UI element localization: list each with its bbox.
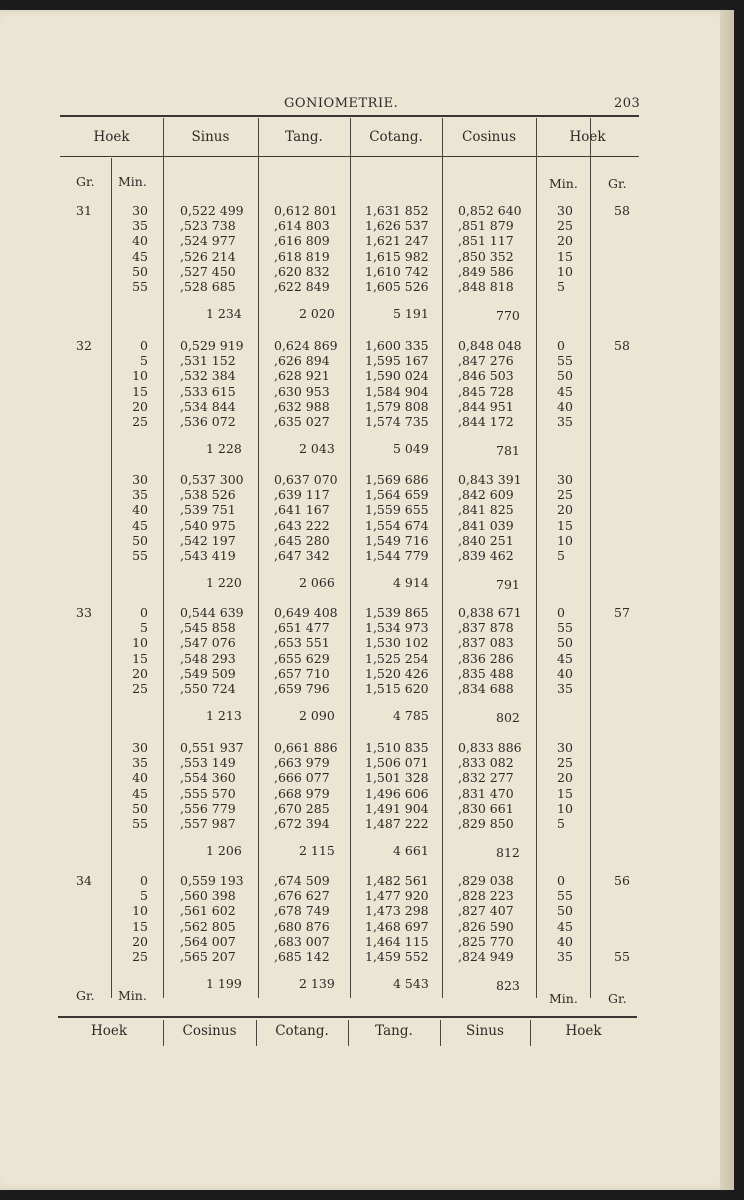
row-sinus: ,553 149 bbox=[180, 755, 236, 771]
column-divider bbox=[350, 118, 351, 998]
row-sinus: ,564 007 bbox=[180, 933, 236, 949]
difference-cotangens: 4 661 bbox=[393, 843, 429, 859]
row-cotangens: 1,464 115 bbox=[365, 933, 429, 949]
row-minute: 40 bbox=[132, 233, 148, 249]
row-cosinus: ,844 951 bbox=[458, 398, 514, 414]
row-minute: 45 bbox=[132, 248, 148, 264]
bottom-header-1: Cosinus bbox=[182, 1023, 237, 1039]
row-sinus: 0,529 919 bbox=[180, 338, 244, 353]
row-minute: 20 bbox=[132, 665, 148, 681]
row-tangens: ,647 342 bbox=[274, 548, 330, 563]
row-minute: 15 bbox=[132, 650, 148, 666]
row-tangens: ,674 509 bbox=[274, 873, 330, 888]
difference-tangens: 2 020 bbox=[299, 306, 335, 322]
row-cosinus: ,828 223 bbox=[458, 888, 514, 904]
row-cotangens: 1,549 716 bbox=[365, 532, 429, 548]
row-minute: 15 bbox=[132, 383, 148, 399]
row-cotangens: 1,574 735 bbox=[365, 414, 429, 429]
row-minute: 40 bbox=[132, 770, 148, 786]
top-header-1: Sinus bbox=[191, 129, 230, 145]
column-divider bbox=[590, 118, 591, 998]
row-minute-right: 50 bbox=[557, 368, 573, 384]
row-minute-right: 30 bbox=[557, 740, 573, 755]
row-minute-right: 30 bbox=[557, 472, 573, 487]
row-minute: 55 bbox=[132, 816, 148, 831]
min-footer-right: Min. bbox=[549, 991, 578, 1006]
row-sinus: ,562 805 bbox=[180, 918, 236, 934]
row-cotangens: 1,584 904 bbox=[365, 383, 429, 399]
row-cosinus: ,834 688 bbox=[458, 681, 514, 696]
row-tangens: ,655 629 bbox=[274, 650, 330, 666]
row-cotangens: 1,496 606 bbox=[365, 785, 429, 801]
row-cosinus: ,839 462 bbox=[458, 548, 514, 563]
row-minute-right: 55 bbox=[557, 888, 573, 904]
row-minute-right: 40 bbox=[557, 665, 573, 681]
bottom-header-5: Hoek bbox=[565, 1023, 602, 1039]
gr-header-left: Gr. bbox=[76, 174, 95, 189]
row-sinus: ,555 570 bbox=[180, 785, 236, 801]
row-cotangens: 1,564 659 bbox=[365, 487, 429, 503]
difference-cosinus: 812 bbox=[496, 845, 520, 861]
row-cotangens: 1,615 982 bbox=[365, 248, 429, 264]
row-tangens: ,666 077 bbox=[274, 770, 330, 786]
row-tangens: 0,624 869 bbox=[274, 338, 338, 353]
row-cotangens: 1,631 852 bbox=[365, 203, 429, 218]
row-minute-right: 20 bbox=[557, 770, 573, 786]
row-sinus: ,523 738 bbox=[180, 218, 236, 234]
row-cotangens: 1,544 779 bbox=[365, 548, 429, 563]
difference-cotangens: 4 543 bbox=[393, 976, 429, 992]
row-minute: 20 bbox=[132, 398, 148, 414]
gr-footer-left: Gr. bbox=[76, 988, 95, 1003]
row-tangens: ,672 394 bbox=[274, 816, 330, 831]
row-tangens: ,635 027 bbox=[274, 414, 330, 429]
row-tangens: ,670 285 bbox=[274, 800, 330, 816]
row-tangens: ,641 167 bbox=[274, 502, 330, 518]
row-cosinus: ,837 878 bbox=[458, 620, 514, 636]
row-minute: 35 bbox=[132, 487, 148, 503]
bottom-header-2: Cotang. bbox=[275, 1023, 329, 1039]
row-cotangens: 1,559 655 bbox=[365, 502, 429, 518]
row-sinus: ,539 751 bbox=[180, 502, 236, 518]
difference-cosinus: 781 bbox=[496, 443, 520, 459]
row-minute: 15 bbox=[132, 918, 148, 934]
row-minute-right: 10 bbox=[557, 800, 573, 816]
row-tangens: 0,661 886 bbox=[274, 740, 338, 755]
row-tangens: 0,637 070 bbox=[274, 472, 338, 487]
row-minute-right: 45 bbox=[557, 383, 573, 399]
difference-sinus: 1 228 bbox=[206, 441, 242, 457]
row-cotangens: 1,525 254 bbox=[365, 650, 429, 666]
row-cotangens: 1,520 426 bbox=[365, 665, 429, 681]
row-sinus: ,561 602 bbox=[180, 903, 236, 919]
row-minute-right: 5 bbox=[557, 816, 565, 831]
row-tangens: ,659 796 bbox=[274, 681, 330, 696]
row-minute: 45 bbox=[132, 785, 148, 801]
row-cotangens: 1,539 865 bbox=[365, 605, 429, 620]
row-sinus: 0,551 937 bbox=[180, 740, 244, 755]
row-cotangens: 1,530 102 bbox=[365, 635, 429, 651]
row-minute-right: 20 bbox=[557, 233, 573, 249]
book-page bbox=[0, 10, 734, 1190]
row-minute-right: 35 bbox=[557, 414, 573, 429]
row-tangens: ,639 117 bbox=[274, 487, 330, 503]
gr-footer-right: Gr. bbox=[608, 991, 627, 1006]
row-cosinus: ,832 277 bbox=[458, 770, 514, 786]
row-minute-right: 10 bbox=[557, 532, 573, 548]
row-tangens: ,685 142 bbox=[274, 949, 330, 964]
bottom-header-3: Tang. bbox=[375, 1023, 413, 1039]
top-header-4: Cosinus bbox=[461, 129, 517, 145]
row-sinus: ,545 858 bbox=[180, 620, 236, 636]
degree-left: 34 bbox=[76, 873, 92, 888]
row-tangens: ,628 921 bbox=[274, 368, 330, 384]
row-minute-right: 25 bbox=[557, 755, 573, 771]
row-cosinus: ,849 586 bbox=[458, 263, 514, 279]
row-minute-right: 25 bbox=[557, 218, 573, 234]
difference-cotangens: 5 049 bbox=[393, 441, 429, 457]
row-cotangens: 1,626 537 bbox=[365, 218, 429, 234]
top-header-5: Hoek bbox=[569, 129, 606, 145]
row-cotangens: 1,515 620 bbox=[365, 681, 429, 696]
row-cotangens: 1,569 686 bbox=[365, 472, 429, 487]
running-title: GONIOMETRIE. bbox=[284, 96, 399, 111]
row-cosinus: ,841 039 bbox=[458, 517, 514, 533]
row-sinus: ,560 398 bbox=[180, 888, 236, 904]
gr-header-right: Gr. bbox=[608, 176, 627, 191]
row-minute-right: 15 bbox=[557, 785, 573, 801]
degree-right: 58 bbox=[614, 338, 630, 353]
row-cosinus: ,829 850 bbox=[458, 816, 514, 831]
row-sinus: ,542 197 bbox=[180, 532, 236, 548]
row-minute: 55 bbox=[132, 279, 148, 294]
row-minute-right: 50 bbox=[557, 635, 573, 651]
row-tangens: ,626 894 bbox=[274, 353, 330, 369]
row-minute: 55 bbox=[132, 548, 148, 563]
row-cosinus: ,824 949 bbox=[458, 949, 514, 964]
column-divider bbox=[536, 118, 537, 998]
row-minute: 40 bbox=[132, 502, 148, 518]
row-minute: 5 bbox=[140, 353, 148, 369]
row-cosinus: ,845 728 bbox=[458, 383, 514, 399]
row-minute: 10 bbox=[132, 635, 148, 651]
row-minute: 5 bbox=[140, 620, 148, 636]
row-sinus: ,536 072 bbox=[180, 414, 236, 429]
row-sinus: ,557 987 bbox=[180, 816, 236, 831]
row-tangens: ,632 988 bbox=[274, 398, 330, 414]
row-minute-right: 15 bbox=[557, 248, 573, 264]
row-tangens: ,683 007 bbox=[274, 933, 330, 949]
row-minute-right: 50 bbox=[557, 903, 573, 919]
difference-cosinus: 802 bbox=[496, 710, 520, 726]
row-minute: 30 bbox=[132, 740, 148, 755]
row-cotangens: 1,600 335 bbox=[365, 338, 429, 353]
degree-right: 58 bbox=[614, 203, 630, 218]
row-cosinus: ,848 818 bbox=[458, 279, 514, 294]
row-cosinus: ,840 251 bbox=[458, 532, 514, 548]
row-tangens: ,653 551 bbox=[274, 635, 330, 651]
row-cotangens: 1,579 808 bbox=[365, 398, 429, 414]
row-tangens: ,643 222 bbox=[274, 517, 330, 533]
row-cosinus: ,827 407 bbox=[458, 903, 514, 919]
difference-tangens: 2 066 bbox=[299, 575, 335, 591]
row-cotangens: 1,595 167 bbox=[365, 353, 429, 369]
difference-tangens: 2 090 bbox=[299, 708, 335, 724]
row-cosinus: ,851 117 bbox=[458, 233, 514, 249]
row-tangens: 0,612 801 bbox=[274, 203, 338, 218]
row-minute-right: 15 bbox=[557, 517, 573, 533]
row-minute: 50 bbox=[132, 800, 148, 816]
top-header-0: Hoek bbox=[93, 129, 130, 145]
min-footer-left: Min. bbox=[118, 988, 147, 1003]
difference-tangens: 2 043 bbox=[299, 441, 335, 457]
page-edge bbox=[720, 10, 734, 1190]
difference-cosinus: 770 bbox=[496, 308, 520, 324]
degree-left: 32 bbox=[76, 338, 92, 353]
row-sinus: ,549 509 bbox=[180, 665, 236, 681]
row-sinus: ,538 526 bbox=[180, 487, 236, 503]
row-minute: 20 bbox=[132, 933, 148, 949]
row-cotangens: 1,501 328 bbox=[365, 770, 429, 786]
difference-cosinus: 823 bbox=[496, 978, 520, 994]
difference-sinus: 1 234 bbox=[206, 306, 242, 322]
row-minute: 25 bbox=[132, 414, 148, 429]
row-cosinus: ,833 082 bbox=[458, 755, 514, 771]
row-minute-right: 35 bbox=[557, 949, 573, 964]
row-sinus: ,543 419 bbox=[180, 548, 236, 563]
row-cosinus: ,842 609 bbox=[458, 487, 514, 503]
row-sinus: ,534 844 bbox=[180, 398, 236, 414]
row-cotangens: 1,621 247 bbox=[365, 233, 429, 249]
row-cosinus: ,846 503 bbox=[458, 368, 514, 384]
row-cosinus: 0,843 391 bbox=[458, 472, 522, 487]
row-cotangens: 1,477 920 bbox=[365, 888, 429, 904]
row-sinus: ,533 615 bbox=[180, 383, 236, 399]
difference-tangens: 2 139 bbox=[299, 976, 335, 992]
row-cosinus: ,841 825 bbox=[458, 502, 514, 518]
column-divider bbox=[442, 118, 443, 998]
page-number: 203 bbox=[614, 96, 641, 111]
row-tangens: ,668 979 bbox=[274, 785, 330, 801]
row-minute-right: 45 bbox=[557, 918, 573, 934]
row-minute: 0 bbox=[140, 605, 148, 620]
row-minute-right: 0 bbox=[557, 873, 565, 888]
row-tangens: ,678 749 bbox=[274, 903, 330, 919]
difference-cotangens: 4 914 bbox=[393, 575, 429, 591]
row-minute: 0 bbox=[140, 338, 148, 353]
row-tangens: ,645 280 bbox=[274, 532, 330, 548]
row-minute-right: 55 bbox=[557, 353, 573, 369]
row-tangens: ,620 832 bbox=[274, 263, 330, 279]
row-cosinus: ,830 661 bbox=[458, 800, 514, 816]
row-minute: 35 bbox=[132, 218, 148, 234]
row-cosinus: 0,852 640 bbox=[458, 203, 522, 218]
row-sinus: ,565 207 bbox=[180, 949, 236, 964]
row-cotangens: 1,590 024 bbox=[365, 368, 429, 384]
bottom-header-4: Sinus bbox=[466, 1023, 504, 1039]
row-sinus: ,524 977 bbox=[180, 233, 236, 249]
difference-cosinus: 791 bbox=[496, 577, 520, 593]
row-cotangens: 1,491 904 bbox=[365, 800, 429, 816]
row-minute-right: 35 bbox=[557, 681, 573, 696]
row-sinus: ,531 152 bbox=[180, 353, 236, 369]
row-minute: 10 bbox=[132, 903, 148, 919]
min-header-left: Min. bbox=[118, 174, 147, 189]
row-minute: 25 bbox=[132, 949, 148, 964]
row-minute-right: 45 bbox=[557, 650, 573, 666]
row-cosinus: ,847 276 bbox=[458, 353, 514, 369]
column-divider bbox=[163, 118, 164, 998]
row-sinus: 0,537 300 bbox=[180, 472, 244, 487]
row-cotangens: 1,473 298 bbox=[365, 903, 429, 919]
row-cosinus: ,835 488 bbox=[458, 665, 514, 681]
row-minute-right: 10 bbox=[557, 263, 573, 279]
column-divider bbox=[258, 118, 259, 998]
row-minute: 0 bbox=[140, 873, 148, 888]
row-cotangens: 1,510 835 bbox=[365, 740, 429, 755]
difference-sinus: 1 199 bbox=[206, 976, 242, 992]
row-minute-right: 20 bbox=[557, 502, 573, 518]
row-sinus: ,528 685 bbox=[180, 279, 236, 294]
difference-sinus: 1 220 bbox=[206, 575, 242, 591]
row-cosinus: ,837 083 bbox=[458, 635, 514, 651]
difference-tangens: 2 115 bbox=[299, 843, 335, 859]
min-header-right: Min. bbox=[549, 176, 578, 191]
row-minute-right: 55 bbox=[557, 620, 573, 636]
row-cosinus: ,829 038 bbox=[458, 873, 514, 888]
row-minute: 50 bbox=[132, 263, 148, 279]
row-cosinus: ,836 286 bbox=[458, 650, 514, 666]
row-tangens: ,630 953 bbox=[274, 383, 330, 399]
row-minute: 35 bbox=[132, 755, 148, 771]
row-cotangens: 1,506 071 bbox=[365, 755, 429, 771]
row-cosinus: 0,838 671 bbox=[458, 605, 522, 620]
row-cosinus: ,850 352 bbox=[458, 248, 514, 264]
row-cotangens: 1,482 561 bbox=[365, 873, 429, 888]
row-cosinus: 0,848 048 bbox=[458, 338, 522, 353]
row-sinus: ,540 975 bbox=[180, 517, 236, 533]
degree-right: 55 bbox=[614, 949, 630, 964]
row-sinus: ,532 384 bbox=[180, 368, 236, 384]
row-cotangens: 1,459 552 bbox=[365, 949, 429, 964]
top-header-3: Cotang. bbox=[369, 129, 423, 145]
row-cosinus: 0,833 886 bbox=[458, 740, 522, 755]
row-sinus: 0,559 193 bbox=[180, 873, 244, 888]
row-minute-right: 40 bbox=[557, 933, 573, 949]
degree-right: 57 bbox=[614, 605, 630, 620]
row-tangens: ,622 849 bbox=[274, 279, 330, 294]
row-tangens: ,676 627 bbox=[274, 888, 330, 904]
row-minute-right: 25 bbox=[557, 487, 573, 503]
row-sinus: ,547 076 bbox=[180, 635, 236, 651]
row-minute: 10 bbox=[132, 368, 148, 384]
row-cosinus: ,826 590 bbox=[458, 918, 514, 934]
row-tangens: ,680 876 bbox=[274, 918, 330, 934]
row-minute-right: 0 bbox=[557, 605, 565, 620]
row-sinus: ,548 293 bbox=[180, 650, 236, 666]
row-sinus: ,526 214 bbox=[180, 248, 236, 264]
degree-left: 31 bbox=[76, 203, 92, 218]
bottom-rule bbox=[58, 1016, 637, 1018]
row-minute-right: 0 bbox=[557, 338, 565, 353]
row-cotangens: 1,610 742 bbox=[365, 263, 429, 279]
row-cotangens: 1,605 526 bbox=[365, 279, 429, 294]
row-sinus: 0,544 639 bbox=[180, 605, 244, 620]
row-minute-right: 30 bbox=[557, 203, 573, 218]
row-minute: 45 bbox=[132, 517, 148, 533]
row-minute-right: 5 bbox=[557, 548, 565, 563]
row-tangens: ,663 979 bbox=[274, 755, 330, 771]
row-cosinus: ,831 470 bbox=[458, 785, 514, 801]
top-header-2: Tang. bbox=[285, 129, 323, 145]
row-sinus: ,556 779 bbox=[180, 800, 236, 816]
row-minute-right: 40 bbox=[557, 398, 573, 414]
row-cosinus: ,844 172 bbox=[458, 414, 514, 429]
top-rule bbox=[60, 115, 639, 117]
row-sinus: ,554 360 bbox=[180, 770, 236, 786]
row-tangens: 0,649 408 bbox=[274, 605, 338, 620]
row-cotangens: 1,468 697 bbox=[365, 918, 429, 934]
bottom-header-0: Hoek bbox=[90, 1023, 128, 1039]
degree-right: 56 bbox=[614, 873, 630, 888]
row-cotangens: 1,554 674 bbox=[365, 517, 429, 533]
difference-sinus: 1 213 bbox=[206, 708, 242, 724]
row-sinus: ,527 450 bbox=[180, 263, 236, 279]
row-sinus: 0,522 499 bbox=[180, 203, 244, 218]
row-minute: 30 bbox=[132, 472, 148, 487]
row-minute: 5 bbox=[140, 888, 148, 904]
row-cosinus: ,851 879 bbox=[458, 218, 514, 234]
row-minute-right: 5 bbox=[557, 279, 565, 294]
difference-cotangens: 5 191 bbox=[393, 306, 429, 322]
row-sinus: ,550 724 bbox=[180, 681, 236, 696]
row-cotangens: 1,534 973 bbox=[365, 620, 429, 636]
row-cosinus: ,825 770 bbox=[458, 933, 514, 949]
row-tangens: ,657 710 bbox=[274, 665, 330, 681]
row-minute: 50 bbox=[132, 532, 148, 548]
row-minute: 25 bbox=[132, 681, 148, 696]
difference-sinus: 1 206 bbox=[206, 843, 242, 859]
row-tangens: ,616 809 bbox=[274, 233, 330, 249]
row-tangens: ,651 477 bbox=[274, 620, 330, 636]
row-cotangens: 1,487 222 bbox=[365, 816, 429, 831]
row-tangens: ,618 819 bbox=[274, 248, 330, 264]
row-tangens: ,614 803 bbox=[274, 218, 330, 234]
difference-cotangens: 4 785 bbox=[393, 708, 429, 724]
degree-left: 33 bbox=[76, 605, 92, 620]
row-minute: 30 bbox=[132, 203, 148, 218]
